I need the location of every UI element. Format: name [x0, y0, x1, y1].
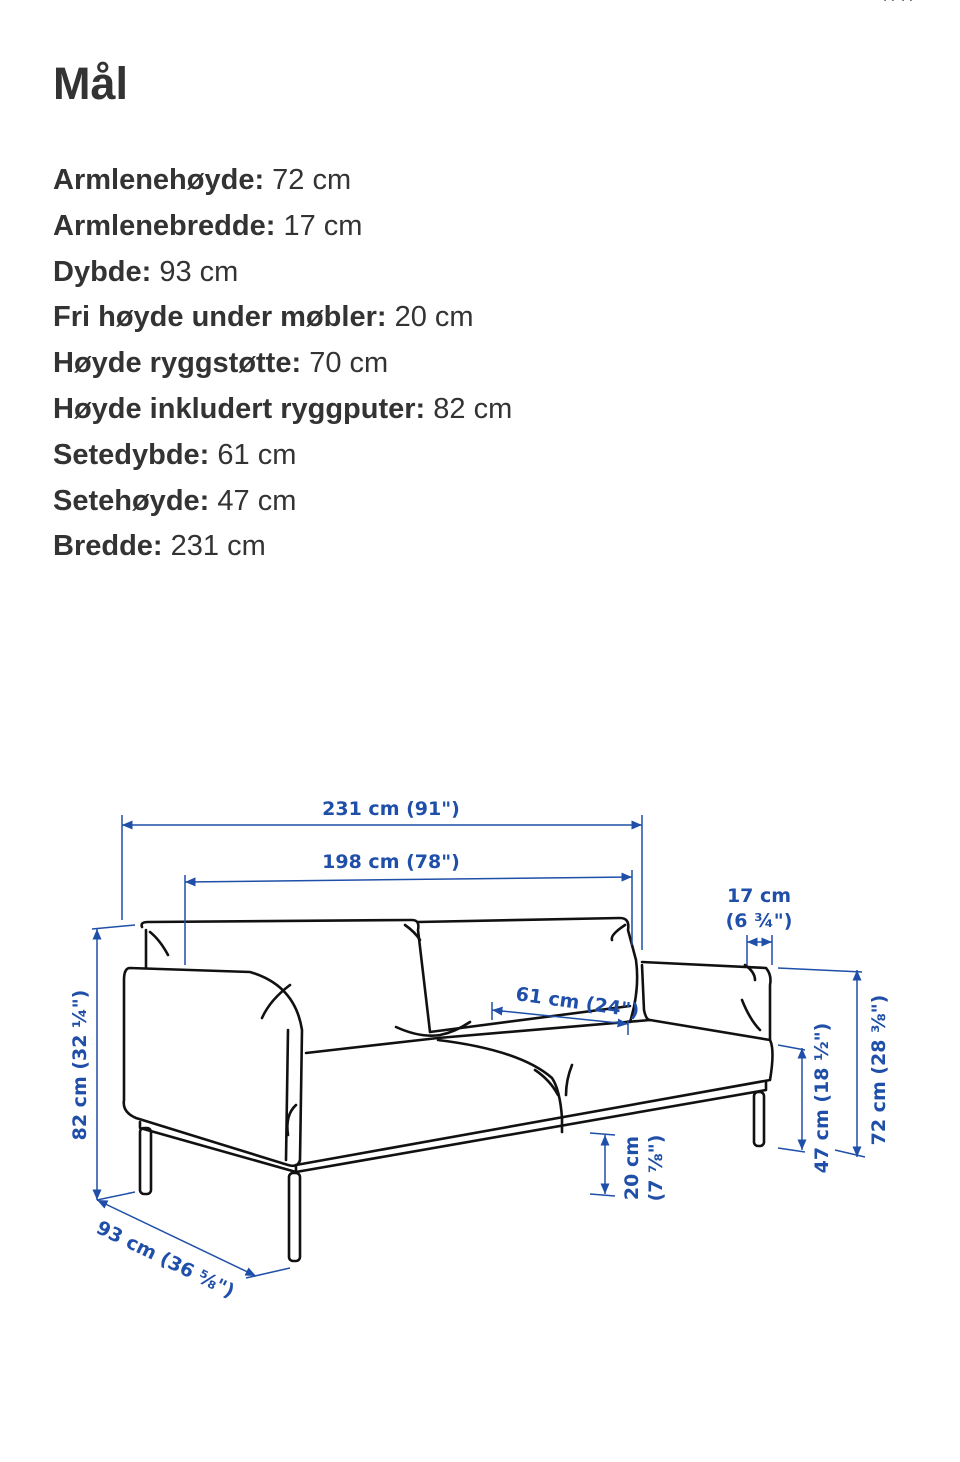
label-arm-width-cm: 17 cm [726, 885, 792, 907]
spec-armrest-height: Armlenehøyde: 72 cm [53, 164, 352, 196]
label-clearance-in: (7 ⅞") [645, 1134, 667, 1202]
sofa-drawing [124, 918, 773, 1261]
spec-seat-height: Setehøyde: 47 cm [53, 484, 297, 517]
spec-free-height: Fri høyde under møbler: 20 cm [53, 301, 474, 334]
spec-width: Bredde: 231 cm [53, 530, 266, 563]
spec-seat-depth: Setedybde: 61 cm [53, 438, 297, 471]
page-title: Mål [53, 58, 129, 109]
label-total-height: 82 cm (32 ¼") [69, 989, 91, 1141]
label-arm-width-in: (6 ¾") [725, 910, 793, 932]
label-arm-height: 72 cm (28 ⅜") [868, 994, 890, 1146]
label-seat-depth: 61 cm (24") [514, 983, 641, 1023]
label-clearance-cm: 20 cm [621, 1135, 643, 1201]
label-depth: 93 cm (36 ⅝") [92, 1216, 238, 1303]
spec-depth: Dybde: 93 cm [53, 255, 239, 288]
spec-armrest-width: Armlenebredde: 17 cm [53, 209, 363, 242]
spec-backrest-height: Høyde ryggstøtte: 70 cm [53, 347, 389, 380]
label-total-width: 231 cm (91") [322, 798, 460, 820]
label-inner-width: 198 cm (78") [322, 851, 460, 873]
spec-height-with-cushions: Høyde inkludert ryggputer: 82 cm [53, 392, 513, 425]
label-seat-height: 47 cm (18 ½") [811, 1022, 833, 1174]
